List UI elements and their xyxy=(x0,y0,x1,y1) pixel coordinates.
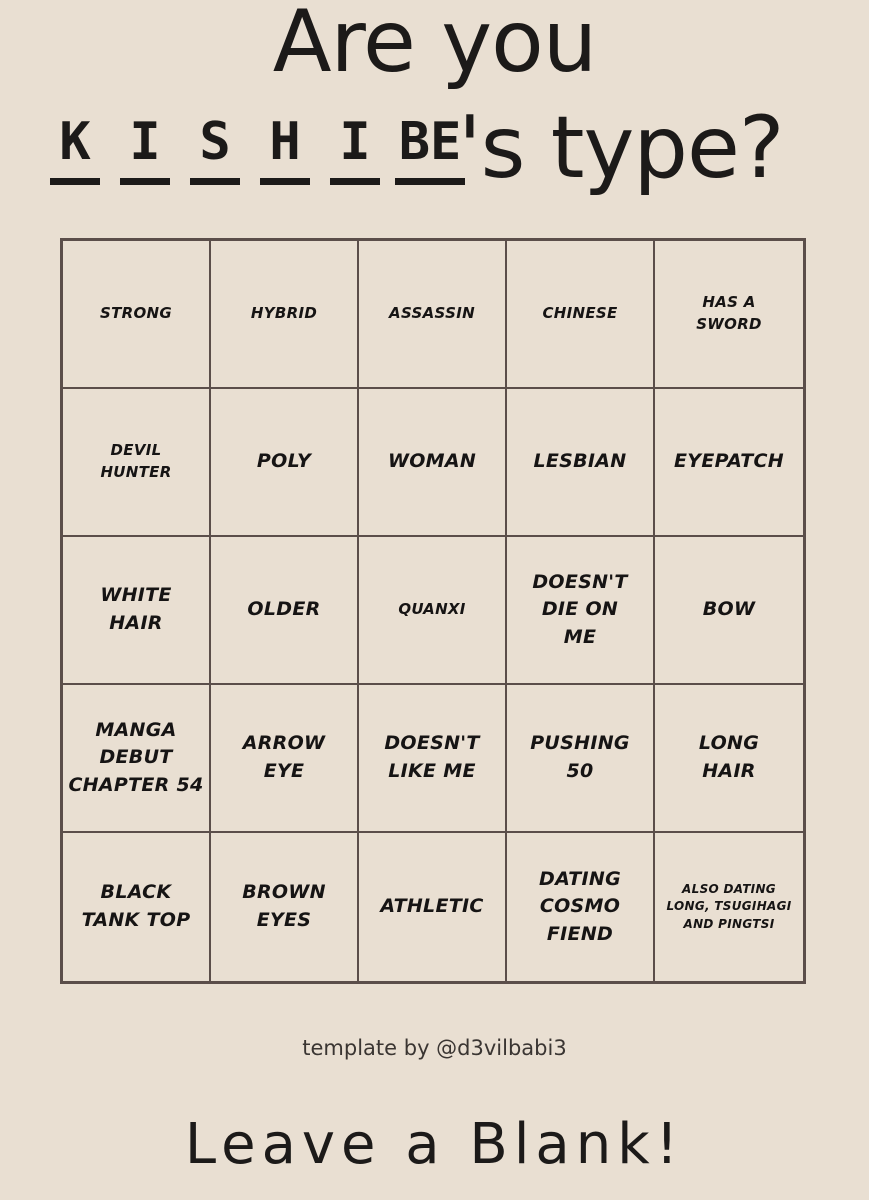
template-credit: template by @d3vilbabi3 xyxy=(302,1036,567,1060)
name-blank-1: K xyxy=(50,106,100,185)
name-blank-2: I xyxy=(120,106,170,185)
title-line-1: Are you xyxy=(272,0,597,92)
bingo-cell[interactable]: BLACK TANK TOP xyxy=(63,833,211,981)
bingo-cell[interactable]: LONG HAIR xyxy=(655,685,803,833)
bingo-cell[interactable]: EYEPATCH xyxy=(655,389,803,537)
name-blank-3: S xyxy=(190,106,240,185)
bingo-cell[interactable]: HYBRID xyxy=(211,241,359,389)
bingo-cell[interactable]: WHITE HAIR xyxy=(63,537,211,685)
name-blank-6: BE xyxy=(395,106,465,185)
bingo-cell[interactable]: DOESN'T LIKE ME xyxy=(359,685,507,833)
bingo-cell[interactable]: BROWN EYES xyxy=(211,833,359,981)
bingo-cell[interactable]: MANGA DEBUT CHAPTER 54 xyxy=(63,685,211,833)
title-line-2 xyxy=(50,98,830,198)
bingo-cell[interactable]: PUSHING 50 xyxy=(507,685,655,833)
bingo-cell[interactable]: QUANXI xyxy=(359,537,507,685)
bingo-cell[interactable]: ATHLETIC xyxy=(359,833,507,981)
bingo-cell[interactable]: DOESN'T DIE ON ME xyxy=(507,537,655,685)
bingo-cell[interactable]: LESBIAN xyxy=(507,389,655,537)
bingo-cell[interactable]: WOMAN xyxy=(359,389,507,537)
bingo-cell[interactable]: OLDER xyxy=(211,537,359,685)
bingo-cell[interactable]: ALSO DATING LONG, TSUGIHAGI AND PINGTSI xyxy=(666,881,792,931)
title-suffix: 's type? xyxy=(458,98,784,198)
bingo-cell[interactable]: HAS A SWORD xyxy=(655,241,803,389)
bingo-cell[interactable]: CHINESE xyxy=(507,241,655,389)
bingo-cell[interactable]: DATING COSMO FIEND xyxy=(507,833,655,981)
bingo-cell[interactable]: STRONG xyxy=(63,241,211,389)
bingo-cell[interactable]: DEVIL HUNTER xyxy=(63,389,211,537)
bingo-cell[interactable]: ARROW EYE xyxy=(211,685,359,833)
name-blank-5: I xyxy=(330,106,380,185)
bingo-grid xyxy=(60,238,806,984)
name-blank-4: H xyxy=(260,106,310,185)
bingo-cell[interactable]: ASSASSIN xyxy=(359,241,507,389)
footer-caption: Leave a Blank! xyxy=(184,1112,685,1177)
bingo-cell[interactable]: BOW xyxy=(655,537,803,685)
bingo-cell[interactable]: POLY xyxy=(211,389,359,537)
